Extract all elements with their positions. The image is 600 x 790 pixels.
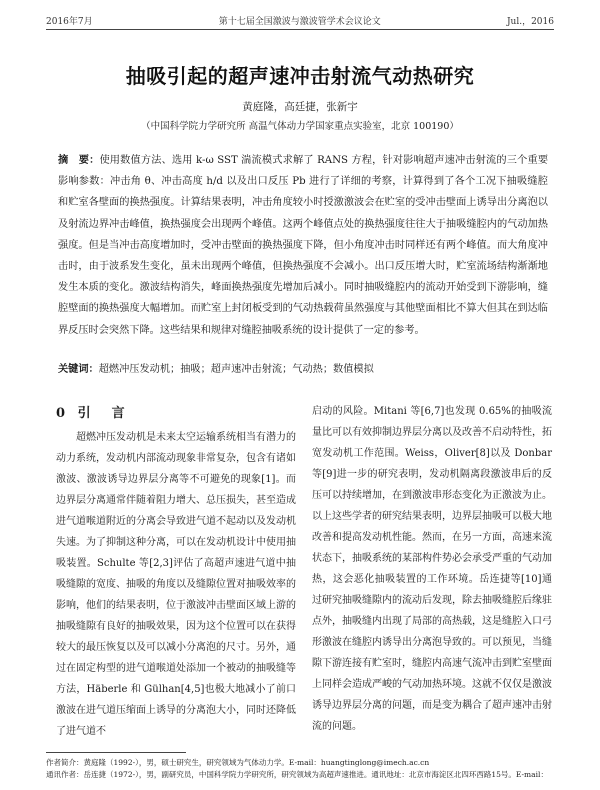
author-list: 黄庭隆，高廷捷，张新宇 xyxy=(242,101,358,113)
header-date: 2016年7月 xyxy=(46,17,93,27)
abstract xyxy=(58,150,548,341)
affiliation: （中国科学院力学研究所 高温气体动力学国家重点实验室，北京 100190） xyxy=(141,121,459,132)
footnote-rule xyxy=(46,752,186,753)
section-heading xyxy=(56,402,129,421)
footnote-corresponding-author: 通讯作者：岳连捷（1972-），男，副研究员，中国科学院力学研究所，研究领域为高超声速推进。通讯地址：北京市海淀区北四环西路15号。E-mail： xyxy=(46,770,548,779)
header-rule xyxy=(46,29,554,30)
section-title: 引 言 xyxy=(77,406,129,421)
footnote xyxy=(46,757,554,781)
section-number: 0 xyxy=(56,406,70,421)
paper-title: 抽吸引起的超声速冲击射流气动热研究 xyxy=(125,64,475,88)
body-column-right: 启动的风险。Mitani 等[6,7]也发现 0.65%的抽吸流量比可以有效抑制边界层分离以及改善不启动特性，拓宽发动机工作范围。Weiss，Oliver[8]以及 Donbar 等[9]进一步的研究表明，发动机隔离段激波串后的反压可以持续增加，在到激波串形态变化为正激波为止。以上这些学者的研究结果表明，边界层抽吸可以极大地改善和提高发动机性能。然而，在另一方面，高速来流状态下，抽吸系统的某部构件势必会承受严重的气动加热，这会恶化抽吸装置的工作环境。岳连捷等[10]通过研究抽吸缝隙内的流动后发现，除去抽吸缝腔后缘驻点外，抽吸缝内出现了局部的高热载，这是缝腔入口弓形激波在缝腔内诱导出分离泡导致的。可以预见，当缝隙下游连接有贮室时，缝腔内高速气流冲击到贮室壁面上同样会造成严峻的气动加热环境。这就不仅仅是激波诱导边界层分离的问题，而是变为耦合了超声速冲击射流的问题。 xyxy=(312,406,552,732)
running-header xyxy=(46,14,554,28)
keywords xyxy=(58,361,548,378)
body-column-left: 超燃冲压发动机是未来太空运输系统相当有潜力的动力系统，发动机内部流动现象非常复杂，包含有诸如激波、激波诱导边界层分离等不可避免的现象[1]。而边界层分离通常伴随着阻力增大、总压损失，甚至造成进气道喉道附近的分离会导致进气道不起动以及发动机失速。为了抑制这种分离，可以在发动机设计中使用抽吸装置。Schulte 等[2,3]评估了高超声速进气道中抽吸缝隙的宽度、抽吸的角度以及缝隙位置对抽吸效率的影响，他们的结果表明，位于激波冲击壁面区域上游的抽吸缝隙有良好的抽吸效果，因为这个位置可以在获得较大的最压恢复以及可以减小分离泡的尺寸。另外，通过在固定构型的进气道喉道处添加一个被动的抽吸缝等方法，Häberle 和 Gülhan[4,5]也极大地减小了前口激波在进气道压缩面上诱导的分离泡大小，同时还降低了进气道不 xyxy=(56,432,296,737)
keywords-text: 超燃冲压发动机；抽吸；超声速冲击射流；气动热；数值模拟 xyxy=(98,364,374,375)
footnote-author-info: 作者简介：黄庭隆（1992-），男，硕士研究生，研究领域为气体动力学。E-mail：huangtinglong@imech.ac.cn xyxy=(46,758,430,767)
abstract-label: 摘 要： xyxy=(58,154,100,166)
keywords-label: 关键词： xyxy=(58,363,99,375)
abstract-text: 使用数值方法、选用 k-ω SST 湍流模式求解了 RANS 方程，针对影响超声速冲击射流的三个重要影响参数：冲击角 θ、冲击高度 h/d 以及出口反压 Pb 进行了详细的考察，计算得到了各个工况下抽吸缝腔和贮室各壁面的换热强度。计算结果表明，冲击角度较小时授激激波会在贮室的受冲击壁面上诱导出分离泡以及射流边界冲击峰值，换热强度会出现两个峰值。这两个峰值点处的换热强度往往大于抽吸缝腔内的气动加热强度。但是当冲击高度增加时，受冲击壁面的换热强度下降，但小角度冲击时同样还有两个峰值。而大角度冲击时，由于波系发生变化，虽未出现两个峰值，但换热强度不会减小。出口反压增大时，贮室流场结构渐渐地发生本质的变化。激波结构消失，峰面换热强度先增加后减小。同时抽吸缝腔内的流动开始受到下游影响，缝腔壁面的换热强度大幅增加。而贮室上封闭板受到的气动热载荷虽然强度与其他壁面相比不算大但其在到达临界反压时会突然下降。这些结果和规律对缝腔抽吸系统的设计提供了一定的参考。 xyxy=(58,155,549,336)
header-conference: 第十七届全国激波与激波管学术会议论文 xyxy=(218,17,381,27)
header-date-en: Jul.，2016 xyxy=(506,17,554,27)
